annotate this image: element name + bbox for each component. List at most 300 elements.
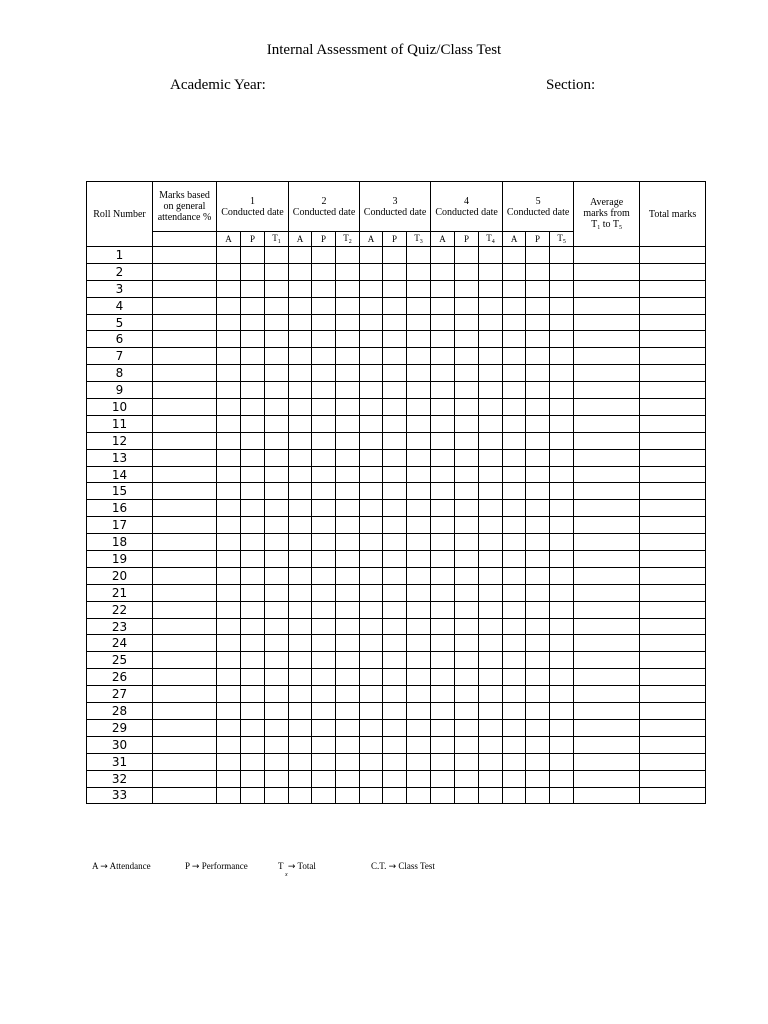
average-marks-header: Average marks from $T_1$ to $T_5$ [574, 182, 640, 247]
entry-cell [312, 770, 336, 787]
entry-cell [431, 703, 455, 720]
entry-cell [153, 466, 217, 483]
entry-cell [407, 348, 431, 365]
entry-cell [526, 736, 550, 753]
roll-number-header: Roll Number [87, 182, 153, 247]
table-row [87, 736, 706, 753]
entry-cell [383, 415, 407, 432]
entry-cell [312, 365, 336, 382]
entry-cell [153, 787, 217, 804]
entry-cell [360, 263, 383, 280]
entry-cell [640, 669, 706, 686]
entry-cell [550, 736, 574, 753]
entry-cell [383, 280, 407, 297]
entry-cell [383, 314, 407, 331]
entry-cell [153, 770, 217, 787]
entry-cell [217, 263, 241, 280]
entry-cell [153, 551, 217, 568]
entry-cell [479, 500, 503, 517]
entry-cell [217, 635, 241, 652]
entry-cell [574, 584, 640, 601]
entry-cell [360, 669, 383, 686]
entry-cell [550, 297, 574, 314]
entry-cell [241, 753, 265, 770]
roll-number-cell: 14 [87, 466, 153, 483]
entry-cell [360, 432, 383, 449]
entry-cell [526, 365, 550, 382]
entry-cell [265, 517, 289, 534]
entry-cell [241, 787, 265, 804]
entry-cell [407, 753, 431, 770]
entry-cell [550, 703, 574, 720]
entry-cell [455, 635, 479, 652]
roll-number-cell: 9 [87, 382, 153, 399]
entry-cell [336, 483, 360, 500]
entry-cell [526, 584, 550, 601]
entry-cell [640, 719, 706, 736]
legend-attendance: A → Attendance [92, 861, 151, 872]
entry-cell [503, 601, 526, 618]
legend-total: T → Total x [278, 861, 316, 878]
entry-cell [431, 483, 455, 500]
entry-cell [289, 534, 312, 551]
entry-cell [640, 415, 706, 432]
entry-cell [503, 703, 526, 720]
entry-cell [217, 297, 241, 314]
entry-cell [312, 432, 336, 449]
entry-cell [312, 348, 336, 365]
entry-cell [289, 635, 312, 652]
entry-cell [336, 382, 360, 399]
entry-cell [640, 770, 706, 787]
entry-cell [289, 584, 312, 601]
table-row [87, 297, 706, 314]
entry-cell [241, 551, 265, 568]
roll-number-cell: 12 [87, 432, 153, 449]
entry-cell [526, 753, 550, 770]
entry-cell [455, 247, 479, 264]
entry-cell [640, 635, 706, 652]
entry-cell [336, 601, 360, 618]
entry-cell [407, 517, 431, 534]
entry-cell [550, 635, 574, 652]
entry-cell [289, 280, 312, 297]
entry-cell [153, 382, 217, 399]
entry-cell [550, 280, 574, 297]
entry-cell [312, 601, 336, 618]
entry-cell [479, 584, 503, 601]
entry-cell [574, 686, 640, 703]
entry-cell [550, 331, 574, 348]
entry-cell [640, 601, 706, 618]
entry-cell [455, 399, 479, 416]
entry-cell [574, 500, 640, 517]
entry-cell [640, 432, 706, 449]
entry-cell [312, 686, 336, 703]
entry-cell [383, 601, 407, 618]
entry-cell [574, 770, 640, 787]
entry-cell [217, 382, 241, 399]
entry-cell [550, 652, 574, 669]
entry-cell [550, 770, 574, 787]
entry-cell [431, 280, 455, 297]
entry-cell [360, 483, 383, 500]
entry-cell [289, 618, 312, 635]
roll-number-cell: 3 [87, 280, 153, 297]
entry-cell [455, 432, 479, 449]
entry-cell [574, 736, 640, 753]
entry-cell [312, 534, 336, 551]
legend-class-test: C.T. → Class Test [371, 861, 435, 872]
roll-number-cell: 23 [87, 618, 153, 635]
entry-cell [241, 703, 265, 720]
entry-cell [479, 686, 503, 703]
entry-cell [431, 517, 455, 534]
table-row [87, 263, 706, 280]
entry-cell [431, 263, 455, 280]
entry-cell [217, 449, 241, 466]
entry-cell [479, 551, 503, 568]
entry-cell [336, 669, 360, 686]
entry-cell [383, 787, 407, 804]
entry-cell [336, 584, 360, 601]
entry-cell [312, 669, 336, 686]
entry-cell [153, 348, 217, 365]
entry-cell [479, 365, 503, 382]
entry-cell [265, 652, 289, 669]
entry-cell [503, 500, 526, 517]
entry-cell [336, 365, 360, 382]
entry-cell [640, 736, 706, 753]
entry-cell [479, 669, 503, 686]
roll-number-cell: 20 [87, 567, 153, 584]
roll-number-cell: 22 [87, 601, 153, 618]
test-1-header: 1 Conducted date [217, 182, 289, 232]
entry-cell [312, 517, 336, 534]
table-body [87, 247, 706, 804]
entry-cell [241, 584, 265, 601]
entry-cell [574, 365, 640, 382]
entry-cell [574, 382, 640, 399]
entry-cell [217, 534, 241, 551]
entry-cell [503, 314, 526, 331]
entry-cell [289, 517, 312, 534]
entry-cell [503, 432, 526, 449]
entry-cell [383, 551, 407, 568]
entry-cell [479, 719, 503, 736]
table-row [87, 432, 706, 449]
entry-cell [241, 365, 265, 382]
entry-cell [574, 601, 640, 618]
entry-cell [503, 753, 526, 770]
entry-cell [383, 500, 407, 517]
entry-cell [265, 618, 289, 635]
entry-cell [241, 500, 265, 517]
entry-cell [455, 365, 479, 382]
entry-cell [526, 348, 550, 365]
entry-cell [241, 331, 265, 348]
entry-cell [479, 652, 503, 669]
entry-cell [265, 432, 289, 449]
entry-cell [265, 263, 289, 280]
entry-cell [241, 415, 265, 432]
test-1-a: A [217, 232, 241, 247]
entry-cell [503, 618, 526, 635]
entry-cell [217, 365, 241, 382]
entry-cell [431, 584, 455, 601]
entry-cell [383, 534, 407, 551]
entry-cell [574, 466, 640, 483]
entry-cell [526, 787, 550, 804]
entry-cell [265, 551, 289, 568]
entry-cell [336, 703, 360, 720]
entry-cell [407, 669, 431, 686]
entry-cell [455, 517, 479, 534]
entry-cell [289, 736, 312, 753]
entry-cell [550, 466, 574, 483]
test-3-header: 3 Conducted date [360, 182, 431, 232]
entry-cell [640, 500, 706, 517]
entry-cell [241, 432, 265, 449]
entry-cell [479, 263, 503, 280]
entry-cell [217, 466, 241, 483]
test-2-t: $T_2$ [336, 232, 360, 247]
entry-cell [383, 567, 407, 584]
entry-cell [217, 753, 241, 770]
entry-cell [550, 517, 574, 534]
entry-cell [312, 466, 336, 483]
entry-cell [153, 399, 217, 416]
entry-cell [550, 432, 574, 449]
entry-cell [241, 736, 265, 753]
entry-cell [241, 618, 265, 635]
entry-cell [336, 297, 360, 314]
entry-cell [312, 331, 336, 348]
entry-cell [336, 500, 360, 517]
entry-cell [360, 247, 383, 264]
entry-cell [407, 601, 431, 618]
entry-cell [526, 297, 550, 314]
entry-cell [455, 686, 479, 703]
entry-cell [407, 263, 431, 280]
entry-cell [312, 652, 336, 669]
entry-cell [479, 348, 503, 365]
entry-cell [265, 770, 289, 787]
entry-cell [336, 280, 360, 297]
table-row [87, 314, 706, 331]
entry-cell [574, 652, 640, 669]
entry-cell [289, 415, 312, 432]
entry-cell [241, 263, 265, 280]
entry-cell [407, 449, 431, 466]
entry-cell [217, 517, 241, 534]
entry-cell [455, 618, 479, 635]
entry-cell [431, 770, 455, 787]
entry-cell [503, 567, 526, 584]
entry-cell [479, 483, 503, 500]
entry-cell [241, 669, 265, 686]
table-row [87, 517, 706, 534]
entry-cell [455, 314, 479, 331]
entry-cell [360, 753, 383, 770]
entry-cell [360, 297, 383, 314]
table-row [87, 669, 706, 686]
entry-cell [312, 500, 336, 517]
entry-cell [336, 551, 360, 568]
entry-cell [526, 382, 550, 399]
entry-cell [289, 567, 312, 584]
test-4-header: 4 Conducted date [431, 182, 503, 232]
entry-cell [526, 331, 550, 348]
entry-cell [241, 348, 265, 365]
entry-cell [640, 449, 706, 466]
entry-cell [312, 382, 336, 399]
table-row [87, 686, 706, 703]
entry-cell [312, 280, 336, 297]
entry-cell [383, 331, 407, 348]
table-row [87, 247, 706, 264]
entry-cell [360, 551, 383, 568]
test-5-t: $T_5$ [550, 232, 574, 247]
entry-cell [217, 247, 241, 264]
roll-number-cell: 29 [87, 719, 153, 736]
entry-cell [312, 567, 336, 584]
entry-cell [153, 703, 217, 720]
table-row [87, 770, 706, 787]
entry-cell [455, 449, 479, 466]
entry-cell [217, 669, 241, 686]
entry-cell [407, 314, 431, 331]
entry-cell [550, 551, 574, 568]
entry-cell [479, 787, 503, 804]
entry-cell [550, 247, 574, 264]
entry-cell [526, 483, 550, 500]
entry-cell [241, 686, 265, 703]
entry-cell [336, 635, 360, 652]
entry-cell [336, 449, 360, 466]
entry-cell [503, 517, 526, 534]
entry-cell [383, 686, 407, 703]
entry-cell [503, 736, 526, 753]
entry-cell [241, 534, 265, 551]
entry-cell [153, 669, 217, 686]
table-row [87, 551, 706, 568]
entry-cell [407, 331, 431, 348]
entry-cell [336, 753, 360, 770]
entry-cell [360, 736, 383, 753]
entry-cell [153, 618, 217, 635]
entry-cell [383, 432, 407, 449]
entry-cell [360, 703, 383, 720]
entry-cell [383, 247, 407, 264]
entry-cell [503, 449, 526, 466]
roll-number-cell: 13 [87, 449, 153, 466]
entry-cell [455, 551, 479, 568]
entry-cell [640, 331, 706, 348]
assessment-table [86, 181, 706, 804]
entry-cell [479, 449, 503, 466]
entry-cell [360, 449, 383, 466]
entry-cell [574, 263, 640, 280]
entry-cell [431, 652, 455, 669]
entry-cell [431, 297, 455, 314]
entry-cell [431, 567, 455, 584]
entry-cell [479, 432, 503, 449]
entry-cell [153, 635, 217, 652]
entry-cell [640, 263, 706, 280]
table-row [87, 703, 706, 720]
entry-cell [574, 534, 640, 551]
test-4-p: P [455, 232, 479, 247]
entry-cell [153, 365, 217, 382]
roll-number-cell: 18 [87, 534, 153, 551]
entry-cell [153, 263, 217, 280]
entry-cell [360, 348, 383, 365]
entry-cell [217, 567, 241, 584]
entry-cell [503, 331, 526, 348]
entry-cell [217, 787, 241, 804]
entry-cell [383, 483, 407, 500]
entry-cell [312, 703, 336, 720]
entry-cell [241, 466, 265, 483]
entry-cell [407, 483, 431, 500]
entry-cell [407, 686, 431, 703]
entry-cell [407, 365, 431, 382]
entry-cell [526, 500, 550, 517]
entry-cell [526, 703, 550, 720]
roll-number-cell: 5 [87, 314, 153, 331]
entry-cell [526, 247, 550, 264]
entry-cell [479, 517, 503, 534]
entry-cell [455, 787, 479, 804]
entry-cell [360, 517, 383, 534]
roll-number-cell: 7 [87, 348, 153, 365]
entry-cell [640, 247, 706, 264]
entry-cell [383, 618, 407, 635]
entry-cell [360, 399, 383, 416]
entry-cell [574, 432, 640, 449]
entry-cell [153, 500, 217, 517]
entry-cell [640, 365, 706, 382]
entry-cell [360, 382, 383, 399]
entry-cell [153, 534, 217, 551]
entry-cell [336, 415, 360, 432]
entry-cell [479, 247, 503, 264]
entry-cell [312, 736, 336, 753]
entry-cell [407, 432, 431, 449]
entry-cell [479, 770, 503, 787]
table-row [87, 652, 706, 669]
entry-cell [574, 483, 640, 500]
roll-number-cell: 27 [87, 686, 153, 703]
entry-cell [360, 686, 383, 703]
entry-cell [153, 567, 217, 584]
entry-cell [574, 669, 640, 686]
entry-cell [312, 787, 336, 804]
test-5-p: P [526, 232, 550, 247]
entry-cell [407, 551, 431, 568]
roll-number-cell: 24 [87, 635, 153, 652]
table-row [87, 483, 706, 500]
entry-cell [574, 280, 640, 297]
entry-cell [503, 263, 526, 280]
entry-cell [153, 736, 217, 753]
entry-cell [431, 669, 455, 686]
test-2-header: 2 Conducted date [289, 182, 360, 232]
entry-cell [265, 297, 289, 314]
entry-cell [431, 719, 455, 736]
entry-cell [383, 399, 407, 416]
